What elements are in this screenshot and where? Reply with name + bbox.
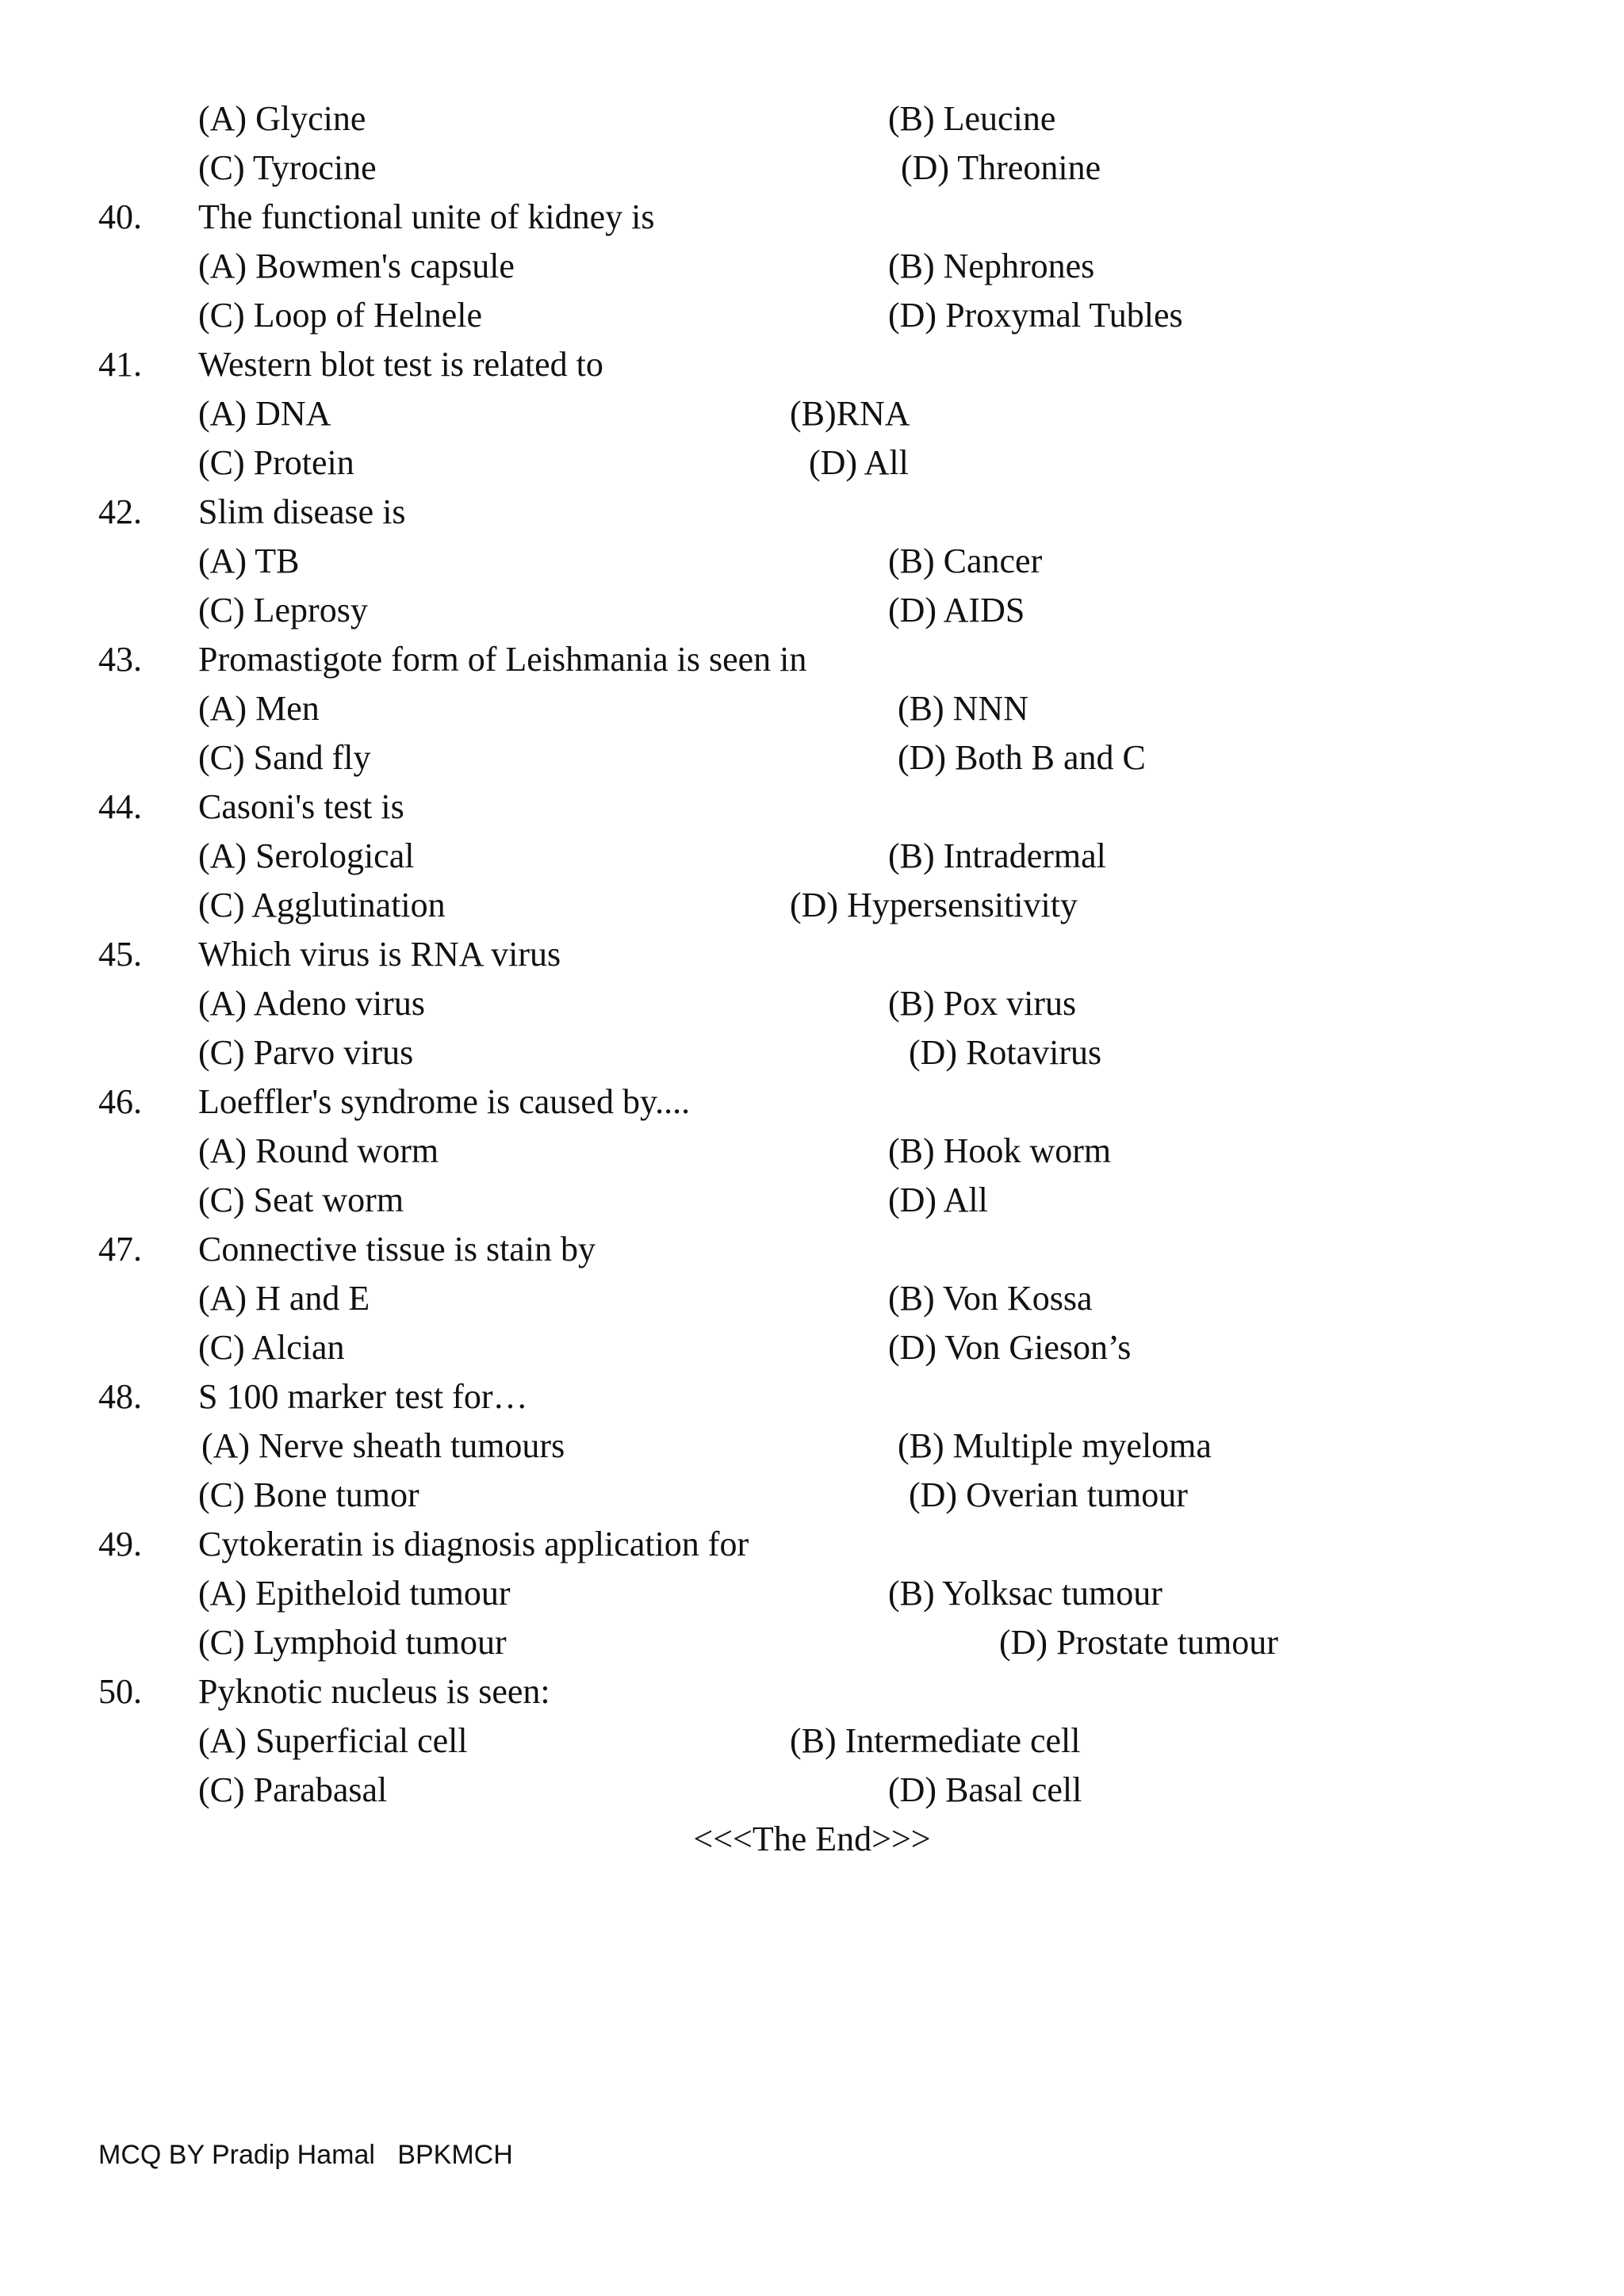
option-a: (A) Men xyxy=(198,689,320,728)
question-number: 47. xyxy=(98,1230,142,1269)
option-a: (A) TB xyxy=(198,541,300,580)
option-b: (B) Cancer xyxy=(888,541,1043,580)
footer-author: MCQ BY Pradip Hamal xyxy=(98,2140,375,2170)
question-text: Loeffler's syndrome is caused by.... xyxy=(198,1082,691,1121)
option-b: (B) NNN xyxy=(898,689,1028,728)
option-c: (C) Protein xyxy=(198,443,354,482)
option-a: (A) Serological xyxy=(198,836,415,875)
option-a: (A) Epitheloid tumour xyxy=(198,1574,511,1613)
option-a: (A) Nerve sheath tumours xyxy=(201,1426,565,1465)
question-number: 49. xyxy=(98,1525,142,1563)
option-d: (D) Threonine xyxy=(901,148,1101,187)
option-d: (D) Hypersensitivity xyxy=(790,886,1078,924)
question-text: The functional unite of kidney is xyxy=(198,197,655,236)
option-c: (C) Seat worm xyxy=(198,1181,404,1219)
end-marker: <<<The End>>> xyxy=(693,1820,931,1858)
page-footer xyxy=(98,2137,513,2172)
question-number: 50. xyxy=(98,1672,142,1711)
option-d: (D) Both B and C xyxy=(898,738,1146,777)
option-a: (A) H and E xyxy=(198,1279,370,1318)
question-text: Western blot test is related to xyxy=(198,345,603,384)
option-d: (D) Basal cell xyxy=(888,1770,1082,1809)
option-b: (B) Leucine xyxy=(888,99,1056,138)
option-b: (B) Intradermal xyxy=(888,836,1106,875)
option-d: (D) Von Gieson’s xyxy=(888,1328,1132,1367)
option-a: (A) Bowmen's capsule xyxy=(198,247,515,285)
option-d: (D) Prostate tumour xyxy=(999,1623,1278,1662)
option-a: (A) Round worm xyxy=(198,1131,439,1170)
question-text: Pyknotic nucleus is seen: xyxy=(198,1672,550,1711)
option-b: (B) Nephrones xyxy=(888,247,1095,285)
question-text: Cytokeratin is diagnosis application for xyxy=(198,1525,749,1563)
question-number: 46. xyxy=(98,1082,142,1121)
question-number: 42. xyxy=(98,492,142,531)
option-a: (A) Superficial cell xyxy=(198,1721,468,1760)
question-number: 48. xyxy=(98,1377,142,1416)
question-text: S 100 marker test for… xyxy=(198,1377,528,1416)
option-b: (B) Von Kossa xyxy=(888,1279,1093,1318)
question-number: 41. xyxy=(98,345,142,384)
option-b: (B) Pox virus xyxy=(888,984,1077,1023)
option-d: (D) Proxymal Tubles xyxy=(888,296,1183,335)
option-d: (D) AIDS xyxy=(888,591,1025,629)
question-text: Slim disease is xyxy=(198,492,406,531)
question-number: 45. xyxy=(98,935,142,974)
option-c: (C) Bone tumor xyxy=(198,1475,419,1514)
question-number: 43. xyxy=(98,640,142,679)
option-c: (C) Leprosy xyxy=(198,591,368,629)
option-d: (D) All xyxy=(809,443,909,482)
option-c: (C) Alcian xyxy=(198,1328,345,1367)
question-text: Promastigote form of Leishmania is seen in xyxy=(198,640,807,679)
question-text: Casoni's test is xyxy=(198,787,404,826)
option-a: (A) Glycine xyxy=(198,99,366,138)
option-c: (C) Lymphoid tumour xyxy=(198,1623,507,1662)
option-c: (C) Agglutination xyxy=(198,886,446,924)
option-b: (B) Intermediate cell xyxy=(790,1721,1081,1760)
option-c: (C) Tyrocine xyxy=(198,148,377,187)
footer-institution: BPKMCH xyxy=(397,2140,513,2170)
option-d: (D) Overian tumour xyxy=(909,1475,1188,1514)
option-a: (A) Adeno virus xyxy=(198,984,425,1023)
option-d: (D) All xyxy=(888,1181,988,1219)
option-c: (C) Sand fly xyxy=(198,738,371,777)
option-b: (B) Multiple myeloma xyxy=(898,1426,1212,1465)
question-number: 44. xyxy=(98,787,142,826)
option-c: (C) Loop of Helnele xyxy=(198,296,482,335)
option-c: (C) Parvo virus xyxy=(198,1033,414,1072)
question-number: 40. xyxy=(98,197,142,236)
option-b: (B) Yolksac tumour xyxy=(888,1574,1162,1613)
option-b: (B) Hook worm xyxy=(888,1131,1112,1170)
option-c: (C) Parabasal xyxy=(198,1770,388,1809)
question-text: Which virus is RNA virus xyxy=(198,935,561,974)
question-text: Connective tissue is stain by xyxy=(198,1230,596,1269)
option-b: (B)RNA xyxy=(790,394,910,433)
option-a: (A) DNA xyxy=(198,394,331,433)
option-d: (D) Rotavirus xyxy=(909,1033,1102,1072)
